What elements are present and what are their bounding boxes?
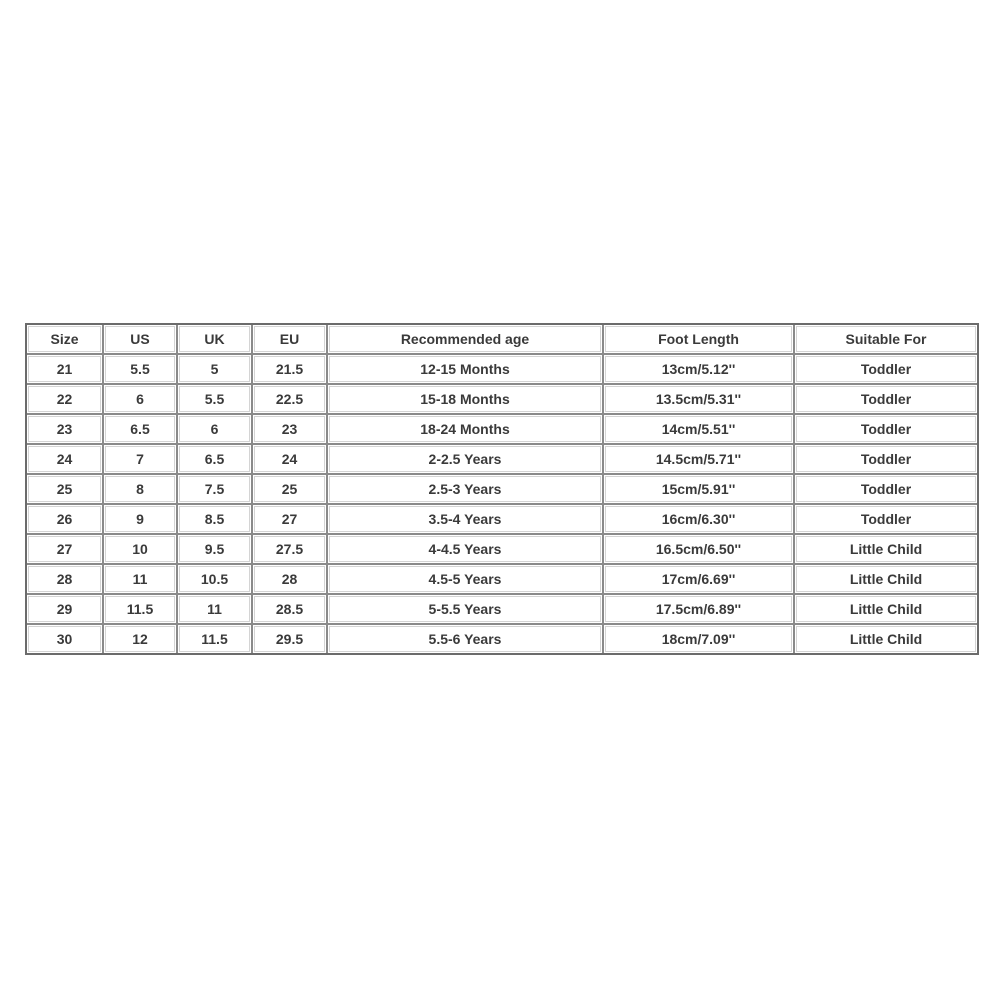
cell-eu: 23 [253, 415, 328, 445]
cell-eu: 25 [253, 475, 328, 505]
table-row [27, 625, 977, 653]
cell-uk: 8.5 [178, 505, 253, 535]
cell-recommended-age: 2-2.5 Years [328, 445, 604, 475]
cell-size: 21 [27, 355, 104, 385]
cell-uk: 5.5 [178, 385, 253, 415]
cell-eu: 28.5 [253, 595, 328, 625]
cell-size: 28 [27, 565, 104, 595]
cell-foot-length: 13.5cm/5.31'' [604, 385, 795, 415]
cell-eu: 24 [253, 445, 328, 475]
cell-suitable-for: Toddler [795, 415, 977, 445]
header-size: Size [27, 325, 104, 355]
table-row [27, 385, 977, 415]
cell-size: 27 [27, 535, 104, 565]
cell-suitable-for: Toddler [795, 505, 977, 535]
cell-us: 11.5 [104, 595, 178, 625]
cell-eu: 28 [253, 565, 328, 595]
cell-suitable-for: Toddler [795, 475, 977, 505]
cell-eu: 29.5 [253, 625, 328, 653]
table-row [27, 445, 977, 475]
cell-recommended-age: 18-24 Months [328, 415, 604, 445]
cell-uk: 11.5 [178, 625, 253, 653]
cell-uk: 7.5 [178, 475, 253, 505]
cell-foot-length: 16cm/6.30'' [604, 505, 795, 535]
cell-us: 6.5 [104, 415, 178, 445]
cell-foot-length: 13cm/5.12'' [604, 355, 795, 385]
table-row [27, 565, 977, 595]
header-suitable-for: Suitable For [795, 325, 977, 355]
cell-suitable-for: Little Child [795, 565, 977, 595]
header-eu: EU [253, 325, 328, 355]
cell-eu: 22.5 [253, 385, 328, 415]
cell-size: 26 [27, 505, 104, 535]
cell-uk: 10.5 [178, 565, 253, 595]
cell-suitable-for: Little Child [795, 535, 977, 565]
cell-recommended-age: 2.5-3 Years [328, 475, 604, 505]
cell-size: 29 [27, 595, 104, 625]
cell-eu: 27.5 [253, 535, 328, 565]
cell-size: 22 [27, 385, 104, 415]
cell-foot-length: 14.5cm/5.71'' [604, 445, 795, 475]
cell-foot-length: 17.5cm/6.89'' [604, 595, 795, 625]
cell-foot-length: 16.5cm/6.50'' [604, 535, 795, 565]
cell-foot-length: 17cm/6.69'' [604, 565, 795, 595]
cell-recommended-age: 4.5-5 Years [328, 565, 604, 595]
cell-us: 7 [104, 445, 178, 475]
cell-recommended-age: 12-15 Months [328, 355, 604, 385]
table-row [27, 355, 977, 385]
cell-suitable-for: Little Child [795, 625, 977, 653]
cell-suitable-for: Toddler [795, 355, 977, 385]
cell-size: 30 [27, 625, 104, 653]
header-recommended-age: Recommended age [328, 325, 604, 355]
cell-size: 23 [27, 415, 104, 445]
cell-us: 9 [104, 505, 178, 535]
cell-foot-length: 15cm/5.91'' [604, 475, 795, 505]
cell-recommended-age: 4-4.5 Years [328, 535, 604, 565]
cell-us: 5.5 [104, 355, 178, 385]
cell-suitable-for: Toddler [795, 445, 977, 475]
cell-eu: 27 [253, 505, 328, 535]
cell-foot-length: 14cm/5.51'' [604, 415, 795, 445]
table-row [27, 535, 977, 565]
table-row [27, 595, 977, 625]
cell-uk: 5 [178, 355, 253, 385]
header-us: US [104, 325, 178, 355]
header-row [27, 325, 977, 355]
cell-recommended-age: 3.5-4 Years [328, 505, 604, 535]
cell-us: 6 [104, 385, 178, 415]
cell-suitable-for: Toddler [795, 385, 977, 415]
table-row [27, 475, 977, 505]
cell-uk: 9.5 [178, 535, 253, 565]
cell-size: 24 [27, 445, 104, 475]
cell-suitable-for: Little Child [795, 595, 977, 625]
cell-recommended-age: 5.5-6 Years [328, 625, 604, 653]
cell-eu: 21.5 [253, 355, 328, 385]
size-chart-table [25, 323, 979, 655]
cell-recommended-age: 15-18 Months [328, 385, 604, 415]
header-foot-length: Foot Length [604, 325, 795, 355]
table-row [27, 415, 977, 445]
cell-foot-length: 18cm/7.09'' [604, 625, 795, 653]
cell-size: 25 [27, 475, 104, 505]
cell-us: 8 [104, 475, 178, 505]
table-row [27, 505, 977, 535]
cell-us: 10 [104, 535, 178, 565]
cell-uk: 6.5 [178, 445, 253, 475]
cell-recommended-age: 5-5.5 Years [328, 595, 604, 625]
header-uk: UK [178, 325, 253, 355]
cell-us: 12 [104, 625, 178, 653]
cell-uk: 6 [178, 415, 253, 445]
cell-us: 11 [104, 565, 178, 595]
cell-uk: 11 [178, 595, 253, 625]
